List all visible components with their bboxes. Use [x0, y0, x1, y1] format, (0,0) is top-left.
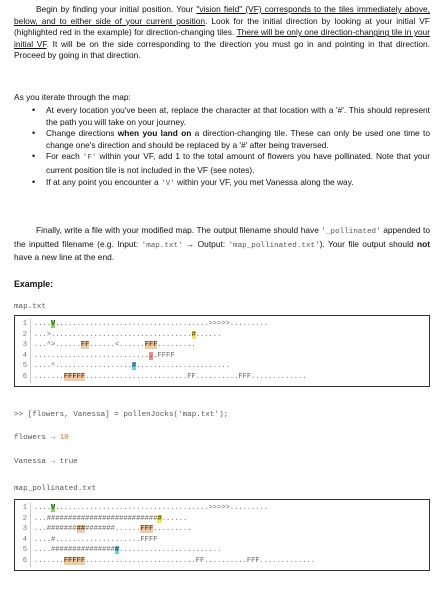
map-text: ......... — [153, 525, 192, 534]
gutter-divider — [30, 361, 31, 372]
flowers-output: flowers → 10 — [14, 434, 69, 442]
rule-count-flowers: • For each 'F' within your VF, add 1 to the total amount of flowers you have pollinated. Note that your current position tile is not included in the VF (see notes). — [46, 151, 430, 176]
map-filename: map.txt — [14, 303, 46, 311]
map-row — [15, 361, 429, 372]
map-text: ....... — [34, 372, 64, 381]
highlighted-tile: FF — [80, 341, 90, 350]
highlighted-tile: # — [131, 362, 137, 371]
map-row — [15, 535, 429, 546]
gutter-divider — [30, 524, 31, 535]
highlighted-tile: ## — [76, 525, 86, 534]
rule-vanessa: • If at any point you encounter a 'V' within your VF, you met Vanessa along the way. — [46, 177, 430, 191]
gutter-divider — [30, 340, 31, 351]
rules-list — [14, 105, 430, 190]
line-number: 3 — [22, 525, 27, 534]
map-text: ....................................>>>>>......... — [55, 320, 269, 328]
map-text: ..........................FF..........FFF............. — [85, 556, 315, 565]
map-text: ....#................... — [34, 535, 137, 544]
map-text: ...................... — [136, 362, 230, 371]
highlighted-tile: # — [114, 546, 120, 555]
intro-text-vf-definition: "vision field" (VF) corresponds to the tiles immediately above, below, and to either side of your current position — [14, 4, 430, 26]
map-text: ....^.................. — [34, 362, 132, 371]
function-call: >> [flowers, Vanessa] = pollenJocks('map.txt'); — [14, 411, 229, 419]
map-text: .FFFF — [136, 535, 158, 544]
example-heading: Example: — [14, 279, 54, 289]
output-paragraph: Finally, write a file with your modified map. The output filename should have '_pollinated' appended to the inputted filename (e.g. Input: 'map.txt' → Output: 'map_pollinated.txt'). Your file output should not have a new line at the end. — [14, 225, 430, 263]
map-row — [15, 351, 429, 362]
map-text: #######...... — [85, 525, 141, 534]
map-text: ...########################## — [34, 514, 158, 523]
map-output-box — [14, 499, 430, 571]
map-text: ...>................................. — [34, 330, 192, 339]
map-text: ........................ — [119, 546, 222, 555]
gutter-divider — [30, 319, 31, 330]
line-number: 1 — [22, 504, 27, 512]
intro-text-one-tile: There will be only one direction-changing tile in your initial VF — [14, 27, 430, 49]
map-text: ...####### — [34, 525, 77, 534]
map-text: .... — [34, 320, 52, 328]
gutter-divider — [30, 351, 31, 362]
map-row — [15, 514, 429, 525]
map-text: ........................FF..........FFF............. — [85, 372, 307, 381]
line-number: 2 — [22, 514, 27, 523]
gutter-divider — [30, 514, 31, 525]
line-number: 4 — [22, 535, 27, 544]
map-text: .FFFF — [153, 351, 175, 360]
map-text: ...^>...... — [34, 341, 81, 350]
line-number: 5 — [22, 546, 27, 555]
intro-text-1: Begin by finding your initial position. Your — [36, 4, 197, 14]
map-row — [15, 330, 429, 341]
gutter-divider — [30, 503, 31, 514]
intro-paragraph — [14, 4, 430, 62]
iterate-paragraph: As you iterate through the map: — [14, 92, 131, 102]
rule-change-direction: • Change directions when you land on a direction-changing tile. These can only be used one time to change one's direction and should be replaced by a '#' after being traversed. — [46, 128, 430, 151]
rule-replace-hash: • At every location you've been at, replace the character at that location with a '#'. This should represent the path you will take on your journey. — [46, 105, 430, 128]
vanessa-value: true — [59, 458, 78, 466]
highlighted-tile: FFFFF — [63, 556, 86, 565]
intro-text-2: . Look for the initial direction by looking at your initial VF (highlighted red in the example) for direction-changing tiles. — [14, 15, 430, 38]
map-row — [15, 372, 429, 383]
map-row — [15, 340, 429, 351]
gutter-divider — [30, 545, 31, 556]
line-number: 1 — [22, 320, 27, 328]
highlighted-tile: . — [148, 351, 154, 360]
highlighted-tile: V — [51, 504, 56, 512]
map-text: ...... — [161, 514, 188, 523]
map-input-box — [14, 315, 430, 387]
gutter-divider — [30, 372, 31, 383]
line-number: 5 — [22, 362, 27, 371]
map-text: ......<...... — [89, 341, 145, 350]
gutter-divider — [30, 556, 31, 567]
map-row — [15, 319, 429, 330]
highlighted-tile: FFF — [144, 341, 158, 350]
map-text: ...... — [195, 330, 222, 339]
line-number: 6 — [22, 372, 27, 381]
map-row — [15, 503, 429, 514]
map-text: ....... — [34, 556, 64, 565]
map-text: .... — [34, 504, 52, 512]
highlighted-tile: # — [157, 514, 162, 523]
highlighted-tile: FFF — [140, 525, 154, 534]
highlighted-tile: # — [191, 330, 196, 339]
map-text: ....############### — [34, 546, 115, 555]
intro-text-3: . It will be on the side corresponding to the direction you must go in and pointing in that direction. Proceed by going in that direction. — [14, 38, 430, 61]
line-number: 6 — [22, 556, 27, 565]
map-row — [15, 556, 429, 567]
line-number: 4 — [22, 351, 27, 360]
map-row — [15, 524, 429, 535]
map-text: ....................................>>>>>......... — [55, 504, 269, 512]
flowers-value: 10 — [59, 434, 69, 442]
vanessa-output: Vanessa → true — [14, 458, 78, 466]
map-text: ........................... — [34, 351, 149, 360]
map-row — [15, 545, 429, 556]
line-number: 3 — [22, 341, 27, 350]
highlighted-tile: FFFFF — [63, 372, 86, 381]
map-text: ......... — [157, 341, 196, 350]
highlighted-tile: V — [51, 320, 56, 328]
gutter-divider — [30, 535, 31, 546]
output-filename: map_pollinated.txt — [14, 485, 97, 493]
gutter-divider — [30, 330, 31, 341]
line-number: 2 — [22, 330, 27, 339]
